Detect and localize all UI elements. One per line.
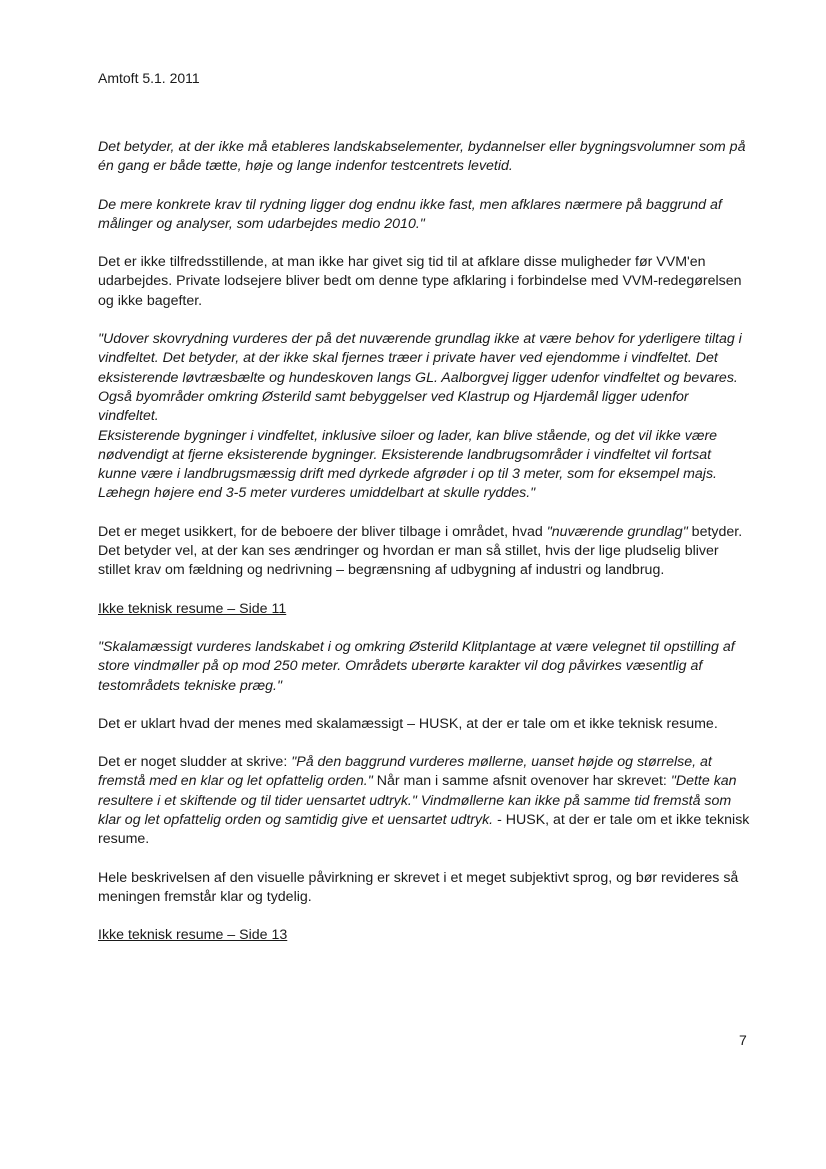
page-header: Amtoft 5.1. 2011 [98,70,200,86]
comment-2-start: Det er meget usikkert, for de beboere der bliver tilbage i området, hvad [98,523,547,540]
paragraph-quote-2: De mere konkrete krav til rydning ligger dog endnu ikke fast, men afklares nærmere på baggrund af målinger og analyser, som udarbejdes medio 2010." [98,196,722,232]
quote-3-part-1: "Udover skovrydning vurderes der på det nuværende grundlag ikke at være behov for yderligere tiltag i vindfeltet. Det betyder, at der ikke skal fjernes træer i private haver ved ejendomme i vindfeltet. Det eksisterende løvtræsbælte og hundeskoven langs GL. Aalborgvej ligger udenfor vindfeltet og bevares. Også byområder omkring Østerild samt bebyggelser ved Klastrup og Hjardemål ligger udenfor vindfeltet. [98,331,742,425]
section-heading-side-11: Ikke teknisk resume – Side 11 [98,600,287,617]
comment-4-d: "Dette kan resultere i et skiftende og til tider uensartet udtryk." Vindmøllerne kan ikke på samme tid fremstå som klar og let opfattelig orden og samtidig give et uensartet udtryk. [98,773,737,829]
comment-4-b: "På den baggrund vurderes møllerne, uanset højde og størrelse, at fremstå med en klar og let opfattelig orden." [98,754,712,790]
paragraph-quote-3 [98,330,750,504]
paragraph-comment-2 [98,523,750,581]
comment-4-a: Det er noget sludder at skrive: [98,754,292,771]
paragraph-comment-5: Hele beskrivelsen af den visuelle påvirkning er skrevet i et meget subjektivt sprog, og bør revideres så meningen fremstår klar og tydelig. [98,869,739,905]
page-body [98,138,750,965]
comment-4-e: - HUSK, at der er tale om et ikke teknisk resume. [98,812,750,848]
comment-2-italic: "nuværende grundlag" [546,523,688,540]
paragraph-comment-4 [98,753,750,849]
comment-4-c: Når man i samme afsnit ovenover har skrevet: [372,773,671,790]
page-number: 7 [739,1032,747,1048]
comment-2-end: betyder. Det betyder vel, at der kan ses ændringer og hvordan er man så stillet, hvis der lige pludselig bliver stillet krav om fældning og nedrivning – begrænsning af udbygning af industri og landbrug. [98,523,743,579]
paragraph-comment-1: Det er ikke tilfredsstillende, at man ikke har givet sig tid til at afklare disse muligheder før VVM'en udarbejdes. Private lodsejere bliver bedt om denne type afklaring i forbindelse med VVM-redegørelsen og ikke bagefter. [98,254,742,309]
paragraph-comment-3: Det er uklart hvad der menes med skalamæssigt – HUSK, at der er tale om et ikke teknisk resume. [98,715,718,732]
paragraph-quote-4: "Skalamæssigt vurderes landskabet i og omkring Østerild Klitplantage at være velegnet til opstilling af store vindmøller på op mod 250 meter. Områdets uberørte karakter vil dog påvirkes væsentlig af testområdets tekniske præg." [98,638,735,694]
quote-3-part-2: Eksisterende bygninger i vindfeltet, inklusive siloer og lader, kan blive stående, og det vil ikke være nødvendigt at fjerne eksisterende bygninger. Eksisterende landbrugsområder i vindfeltet vil fortsat kunne være i landbrugsmæssig drift med dyrkede afgrøder i op til 3 meter, som for eksempel majs. Læhegn højere end 3-5 meter vurderes umiddelbart at skulle ryddes." [98,427,718,502]
section-heading-side-13: Ikke teknisk resume – Side 13 [98,927,288,944]
paragraph-quote-1: Det betyder, at der ikke må etableres landskabselementer, bydannelser eller bygningsvolumner som på én gang er både tætte, høje og lange indenfor testcentrets levetid. [98,139,746,175]
